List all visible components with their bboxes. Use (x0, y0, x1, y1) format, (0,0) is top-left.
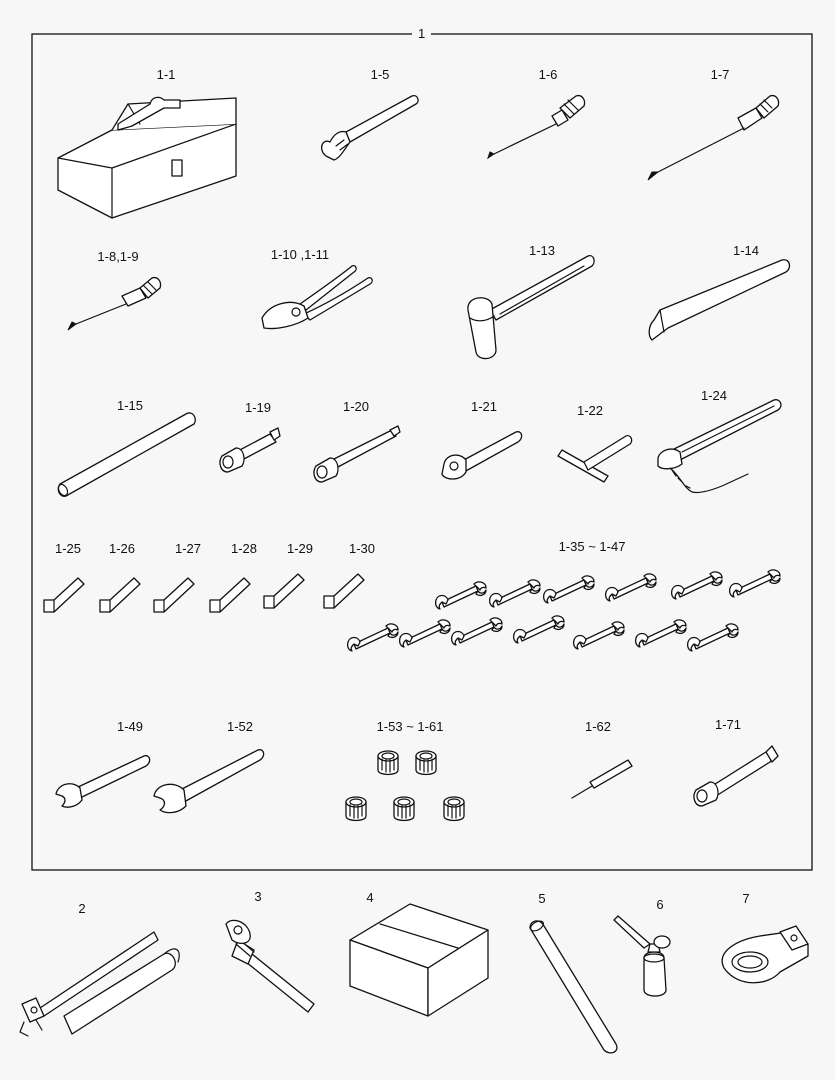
label-6: 6 (656, 897, 664, 912)
label-1-62: 1-62 (584, 719, 612, 734)
label-4: 4 (366, 890, 374, 905)
wrench-1-49 (56, 756, 150, 807)
hex-key-1-29 (264, 574, 304, 608)
hex-key-1-30 (324, 574, 364, 608)
label-1-13: 1-13 (528, 243, 556, 258)
hex-key-1-25 (44, 578, 84, 612)
socket-set-1-53-1-61 (346, 751, 464, 821)
label-1-26: 1-26 (108, 541, 136, 556)
kit-label: 1 (412, 27, 431, 41)
label-1-15: 1-15 (116, 398, 144, 413)
label-1-27: 1-27 (174, 541, 202, 556)
label-1-19: 1-19 (244, 400, 272, 415)
label-1-49: 1-49 (116, 719, 144, 734)
label-1-20: 1-20 (342, 399, 370, 414)
hex-key-1-26 (100, 578, 140, 612)
label-1-71: 1-71 (714, 717, 742, 732)
grease-coupler-3 (226, 920, 314, 1012)
grease-gun-2 (20, 932, 179, 1036)
pliers-1-10-1-11 (262, 266, 372, 329)
hex-key-1-28 (210, 578, 250, 612)
label-1-7: 1-7 (710, 67, 730, 82)
label-1-6: 1-6 (538, 67, 558, 82)
screwdriver-1-7 (648, 96, 779, 180)
label-1-25: 1-25 (54, 541, 82, 556)
label-1-8-1-9: 1-8,1-9 (97, 249, 139, 264)
wrench-1-52 (154, 750, 264, 813)
label-1-52: 1-52 (226, 719, 254, 734)
t-wrench-1-22 (558, 436, 632, 482)
label-1-1: 1-1 (156, 67, 176, 82)
label-1-22: 1-22 (576, 403, 604, 418)
label-1-30: 1-30 (348, 541, 376, 556)
label-1-29: 1-29 (286, 541, 314, 556)
label-1-28: 1-28 (230, 541, 258, 556)
label-2: 2 (78, 901, 86, 916)
ratchet-1-21 (442, 432, 522, 479)
oil-can-6 (614, 916, 670, 996)
wrench-set-1-35-1-47 (348, 570, 780, 651)
socket-extension-1-19 (220, 428, 280, 472)
label-5: 5 (538, 891, 546, 906)
filter-wrench-1-24 (658, 400, 781, 493)
label-1-35-1-47: 1-35 ~ 1-47 (558, 539, 626, 554)
screwdriver-1-8-1-9 (68, 278, 161, 330)
spark-plug-socket-1-71 (694, 746, 778, 806)
adjustable-wrench-1-5 (322, 96, 418, 160)
label-1-53-1-61: 1-53 ~ 1-61 (376, 719, 444, 734)
pry-bar-1-14 (649, 260, 789, 340)
long-extension-1-20 (314, 426, 400, 482)
label-1-5: 1-5 (370, 67, 390, 82)
driver-1-62 (572, 760, 632, 798)
label-1-10-1-11: 1-10 ,1-11 (270, 247, 330, 262)
label-3: 3 (254, 889, 262, 904)
rod-1-15 (57, 413, 196, 497)
screwdriver-1-6 (488, 96, 585, 158)
toolbox-1-1 (58, 97, 236, 218)
label-1-14: 1-14 (732, 243, 760, 258)
ring-adapter-7 (722, 926, 808, 983)
tube-5 (529, 919, 617, 1053)
label-7: 7 (742, 891, 750, 906)
hex-key-1-27 (154, 578, 194, 612)
label-1-24: 1-24 (700, 388, 728, 403)
hammer-1-13 (468, 256, 594, 359)
box-4 (350, 904, 488, 1016)
label-1-21: 1-21 (470, 399, 498, 414)
